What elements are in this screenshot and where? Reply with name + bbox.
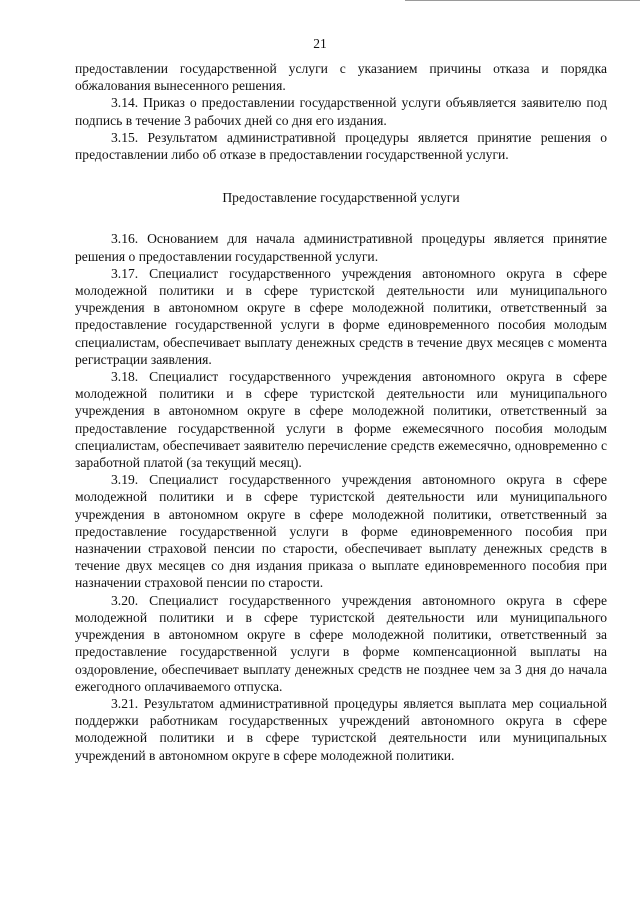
- paragraph-continued: предоставлении государственной услуги с указанием причины отказа и порядка обжалования вынесенного решения.: [75, 61, 607, 94]
- paragraph-3-19: 3.19. Специалист государственного учреждения автономного округа в сфере молодежной политики и в сфере туристской деятельности или муниципального учреждения в автономном округе в сфере молодежной политики, ответственный за предоставление государственной услуги в форме единовременного пособия при назначении страховой пенсии по старости, обеспечивает выплату денежных средств в течение двух месяцев со дня издания приказа о выплате единовременного пособия при назначении страховой пенсии по старости.: [75, 472, 607, 591]
- section-heading: Предоставление государственной услуги: [222, 190, 460, 206]
- paragraph-3-15: 3.15. Результатом административной процедуры является принятие решения о предоставлении либо об отказе в предоставлении государственной услуги.: [75, 129, 607, 163]
- page-number: 21: [313, 36, 327, 51]
- paragraph-3-21: 3.21. Результатом административной процедуры является выплата мер социальной поддержки работникам государственных учреждений автономного округа в сфере молодежной политики и в сфере туристской деятельности или муниципальных учреждений в автономном округе в сфере молодежной политики.: [75, 695, 607, 763]
- paragraph-3-18: 3.18. Специалист государственного учреждения автономного округа в сфере молодежной политики и в сфере туристской деятельности или муниципального учреждения в автономном округе в сфере молодежной политики, ответственный за предоставление государственной услуги в форме ежемесячного пособия молодым специалистам, обеспечивает заявителю перечисление средств ежемесячно, одновременно с заработной платой (за текущий месяц).: [75, 369, 607, 471]
- scan-edge-line: [405, 0, 640, 1]
- paragraph-3-17: 3.17. Специалист государственного учреждения автономного округа в сфере молодежной политики и в сфере туристской деятельности или муниципального учреждения в автономном округе в сфере молодежной политики, ответственный за предоставление государственной услуги в форме единовременного пособия молодым специалистам, обеспечивает выплату денежных средств в течение двух месяцев с момента регистрации заявления.: [75, 265, 607, 367]
- document-body: [75, 60, 607, 764]
- paragraph-3-16: 3.16. Основанием для начала административной процедуры является принятие решения о предоставлении государственной услуги.: [75, 231, 607, 264]
- paragraph-3-14: 3.14. Приказ о предоставлении государственной услуги объявляется заявителю под подпись в течение 3 рабочих дней со дня его издания.: [75, 95, 607, 128]
- paragraph-3-20: 3.20. Специалист государственного учреждения автономного округа в сфере молодежной политики и в сфере туристской деятельности или муниципального учреждения в автономном округе в сфере молодежной политики, ответственный за предоставление государственной услуги в форме компенсационной выплаты на оздоровление, обеспечивает выплату денежных средств не позднее чем за 3 дня до начала ежегодного оплачиваемого отпуска.: [75, 592, 607, 694]
